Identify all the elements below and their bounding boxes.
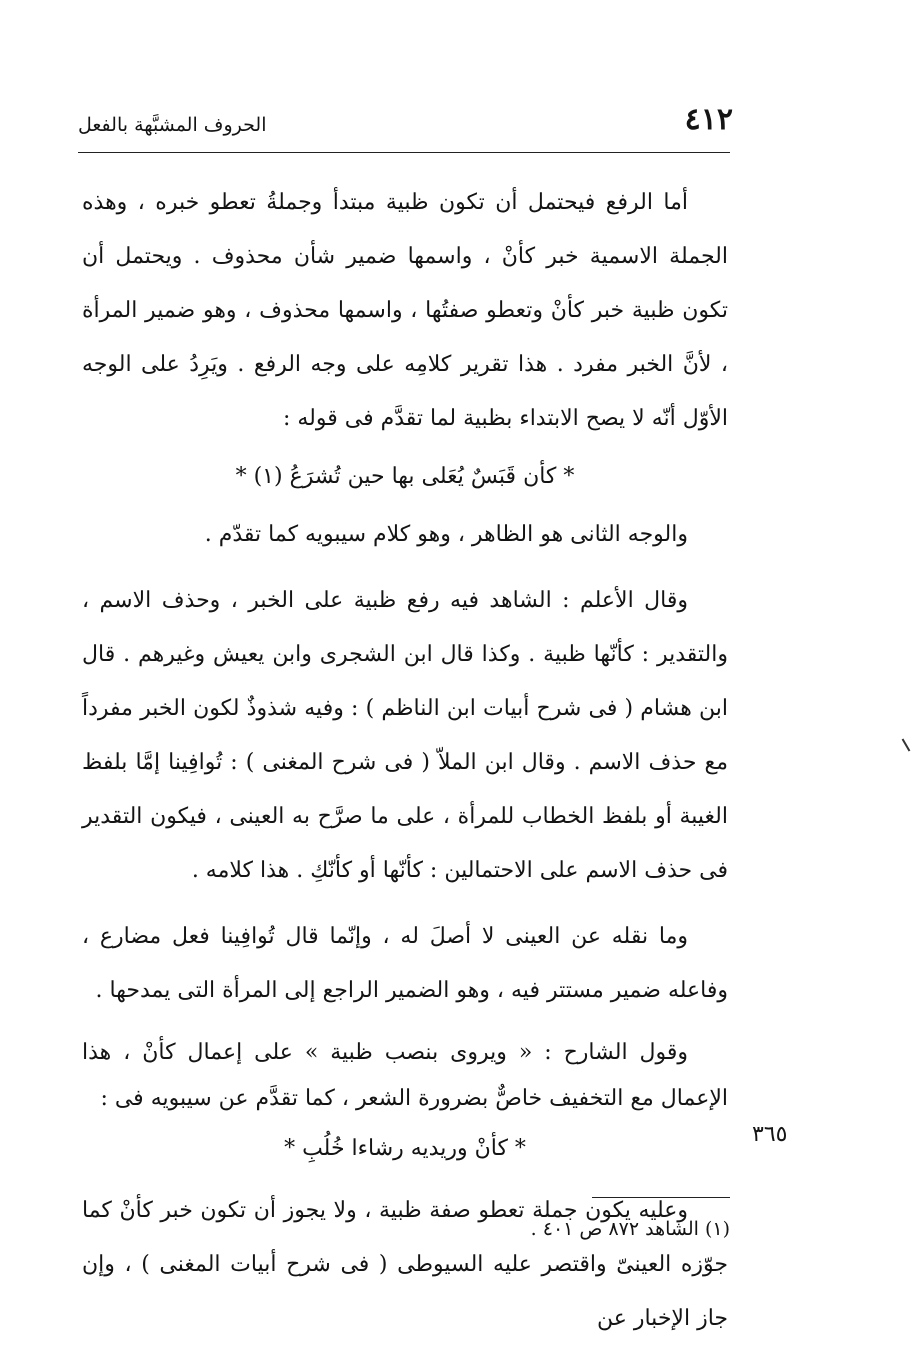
page-number: ٤١٢ — [684, 102, 733, 137]
verse-quote-1: * كأن قَبَسٌ يُعَلى بها حين تُشرَعُ (١) * — [235, 464, 575, 489]
paragraph-1: أما الرفع فيحتمل أن تكون ظبية مبتدأ وجملةُ تعطو خبره ، وهذه الجملة الاسمية خبر كأنْ ، واسمها ضمير شأن محذوف . ويحتمل أن تكون ظبية خبر كأنْ وتعطو صفتُها ، واسمها محذوف ، وهو ضمير المرأة ، لأنَّ الخبر مفرد . هذا تقرير كلامِه على وجه الرفع . ويَرِدُ على الوجه الأوّل أنّه لا يصح الابتداء بظبية لما تقدَّم فى قوله : — [82, 190, 728, 431]
main-text — [82, 176, 728, 1346]
header-rule — [78, 152, 730, 153]
page-header — [78, 102, 733, 148]
verse-quote-2: * كأنْ وريديه رشاءا خُلُبِ * — [284, 1136, 526, 1161]
paragraph-2: والوجه الثانى هو الظاهر ، وهو كلام سيبويه كما تقدّم . — [204, 522, 688, 547]
margin-reference-number: ٣٦٥ — [752, 1122, 788, 1147]
paragraph-6: وعليه يكون جملة تعطو صفة ظبية ، ولا يجوز أن تكون خبر كأنْ كما جوّزه العينىّ واقتصر عليه السيوطى ( فى شرح أبيات المغنى ) ، وإن جاز الإخبار عن — [82, 1198, 728, 1331]
running-title: الحروف المشبَّهة بالفعل — [78, 114, 267, 136]
paragraph-3: وقال الأعلم : الشاهد فيه رفع ظبية على الخبر ، وحذف الاسم ، والتقدير : كأنّها ظبية . وكذا قال ابن الشجرى وابن يعيش وغيرهم . قال ابن هشام ( فى شرح أبيات ابن الناظم ) : وفيه شذوذٌ لكون الخبر مفرداً مع حذف الاسم . وقال ابن الملاّ ( فى شرح المغنى ) : تُوافِينا إمَّا بلفظ الغيبة أو بلفظ الخطاب للمرأة ، على ما صرَّح به العينى ، فيكون التقدير فى حذف الاسم على الاحتمالين : كأنّها أو كأنّكِ . هذا كلامه . — [82, 588, 728, 883]
footnote-rule — [592, 1197, 730, 1198]
stray-ink-mark — [902, 738, 911, 751]
paragraph-4: وما نقله عن العينى لا أصلَ له ، وإنّما قال تُوافِينا فعل مضارع ، وفاعله ضمير مستتر فيه ، وهو الضمير الراجع إلى المرأة التى يمدحها . — [82, 924, 728, 1003]
footnote: (١) الشاهد ٨٧٢ ص ٤٠١ . — [530, 1218, 730, 1240]
paragraph-5: وقول الشارح : « ويروى بنصب ظبية » على إعمال كأنْ ، هذا الإعمال مع التخفيف خاصٌّ بضرورة الشعر ، كما تقدَّم عن سيبويه فى : — [82, 1040, 728, 1111]
